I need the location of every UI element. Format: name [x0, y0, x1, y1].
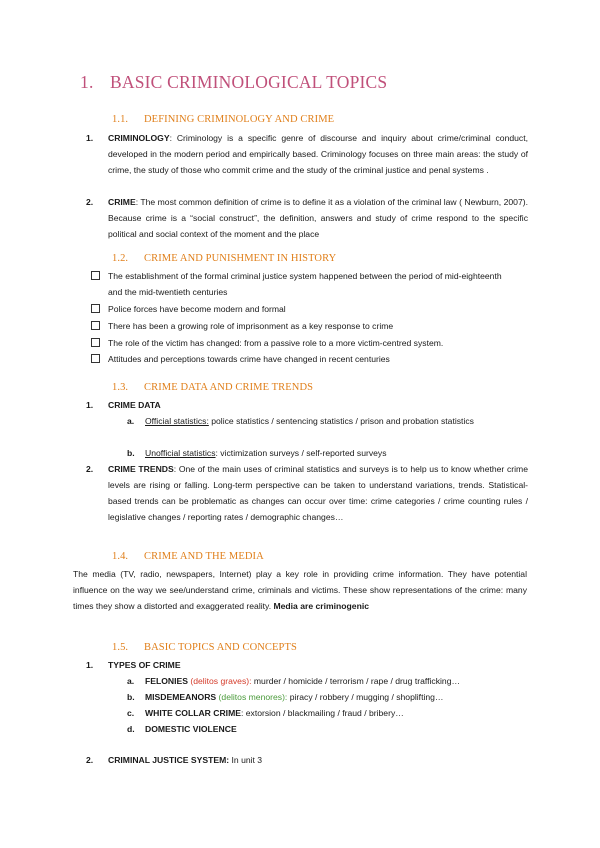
section-heading-1-2	[112, 253, 336, 264]
list-item-crime	[86, 194, 528, 242]
list-number: 1.	[86, 400, 94, 410]
sub-item-domestic-violence	[127, 721, 525, 737]
section-number: 1.4.	[112, 551, 129, 562]
sub-letter: c.	[127, 708, 135, 718]
sub-item-felonies	[127, 673, 525, 689]
page-title	[80, 72, 387, 93]
checklist-text: Police forces have become modern and formal	[108, 304, 286, 314]
checklist-text: Attitudes and perceptions towards crime have changed in recent centuries	[108, 354, 390, 364]
examples: piracy / robbery / mugging / shoplifting…	[287, 692, 444, 702]
term: MISDEMEANORS	[145, 692, 217, 702]
term: TYPES OF CRIME	[108, 660, 181, 670]
sub-letter: b.	[127, 448, 135, 458]
section-heading-1-5	[112, 642, 297, 653]
list-item-criminal-justice-system	[86, 752, 528, 768]
sub-letter: d.	[127, 724, 135, 734]
term: Official statistics:	[145, 416, 209, 426]
term: CRIME	[108, 197, 136, 207]
section-number: 1.2.	[112, 253, 129, 264]
term: CRIME TRENDS	[108, 464, 174, 474]
section-heading-1-3	[112, 382, 313, 393]
checklist-text: There has been a growing role of imprisonment as a key response to crime	[108, 321, 394, 331]
section-title: BASIC TOPICS AND CONCEPTS	[144, 642, 297, 653]
checkbox-icon[interactable]	[91, 304, 100, 313]
term: CRIMINAL JUSTICE SYSTEM:	[108, 755, 230, 765]
sub-item-unofficial-statistics	[127, 445, 515, 461]
section-number: 1.1.	[112, 114, 129, 125]
list-item-crime-trends	[86, 461, 528, 525]
media-paragraph	[73, 566, 527, 614]
section-heading-1-4	[112, 551, 264, 562]
examples: murder / homicide / terrorism / rape / drug trafficking…	[251, 676, 461, 686]
sub-letter: b.	[127, 692, 135, 702]
list-item-types-of-crime	[86, 657, 528, 673]
list-number: 2.	[86, 464, 94, 474]
list-item-crime-data	[86, 397, 528, 413]
spanish-translation: (delitos graves):	[190, 676, 252, 686]
section-heading-1-1	[112, 114, 334, 125]
checklist-item	[91, 301, 511, 317]
checklist-item	[91, 318, 511, 334]
definition: : victimization surveys / self-reported surveys	[215, 448, 387, 458]
checkbox-icon[interactable]	[91, 321, 100, 330]
term: DOMESTIC VIOLENCE	[145, 724, 237, 734]
title-text: BASIC CRIMINOLOGICAL TOPICS	[110, 72, 388, 92]
title-number: 1.	[80, 72, 94, 92]
term: FELONIES	[145, 676, 188, 686]
checkbox-icon[interactable]	[91, 271, 100, 280]
checklist-text: The role of the victim has changed: from a passive role to a more victim-centred system.	[108, 338, 444, 348]
list-number: 2.	[86, 197, 94, 207]
checklist-text: The establishment of the formal criminal justice system happened between the period of mid-eighteenth and the mid-twentieth centuries	[108, 271, 502, 297]
section-title: DEFINING CRIMINOLOGY AND CRIME	[144, 114, 335, 125]
checkbox-icon[interactable]	[91, 338, 100, 347]
term: CRIMINOLOGY	[108, 133, 170, 143]
term: CRIME DATA	[108, 400, 161, 410]
checklist-item	[91, 268, 511, 300]
definition: In unit 3	[229, 755, 263, 765]
sub-item-misdemeanors	[127, 689, 525, 705]
list-number: 2.	[86, 755, 94, 765]
section-number: 1.3.	[112, 382, 129, 393]
section-title: CRIME AND PUNISHMENT IN HISTORY	[144, 253, 337, 264]
list-item-criminology	[86, 130, 528, 178]
section-title: CRIME DATA AND CRIME TRENDS	[144, 382, 314, 393]
checklist-item	[91, 335, 511, 351]
checklist-item	[91, 351, 511, 367]
sub-item-white-collar-crime	[127, 705, 525, 721]
list-number: 1.	[86, 133, 94, 143]
sub-item-official-statistics	[127, 413, 515, 429]
term: Unofficial statistics	[145, 448, 216, 458]
checkbox-icon[interactable]	[91, 354, 100, 363]
spanish-translation: (delitos menores):	[218, 692, 288, 702]
term: WHITE COLLAR CRIME	[145, 708, 241, 718]
list-number: 1.	[86, 660, 94, 670]
paragraph-text: The media (TV, radio, newspapers, Internet) play a key role in providing crime information. They have potential influence on the way we see/understand crime, criminals and victims. These show representations of the crime: many times they show a distorted and exaggerated reality.	[73, 569, 527, 611]
paragraph-emphasis: Media are criminogenic	[273, 601, 370, 611]
definition: : Criminology is a specific genre of discourse and inquiry about crime/criminal conduct, developed in the modern period and empirically based. Criminology focuses on three main areas: the study of crime, the study of those who commit crime and the study of the criminal justice and penal systems .	[108, 133, 528, 175]
section-title: CRIME AND THE MEDIA	[144, 551, 264, 562]
sub-letter: a.	[127, 676, 135, 686]
definition: police statistics / sentencing statistics / prison and probation statistics	[208, 416, 474, 426]
section-number: 1.5.	[112, 642, 129, 653]
definition: : One of the main uses of criminal statistics and surveys is to help us to know whether crime levels are rising or falling. Long-term perspective can be taken to understand variations, trends. Statistical-based trends can be problematic as changes can occur over time: crime categories / crime counting rules / legislative changes / reporting rates / demographic changes…	[108, 464, 528, 522]
sub-letter: a.	[127, 416, 135, 426]
definition: : The most common definition of crime is to define it as a violation of the criminal law ( Newburn, 2007). Because crime is a “social construct”, the definition, answers and study of crime respond to the specific political and social context of the moment and the place	[108, 197, 528, 239]
examples: : extorsion / blackmailing / fraud / bribery…	[240, 708, 404, 718]
